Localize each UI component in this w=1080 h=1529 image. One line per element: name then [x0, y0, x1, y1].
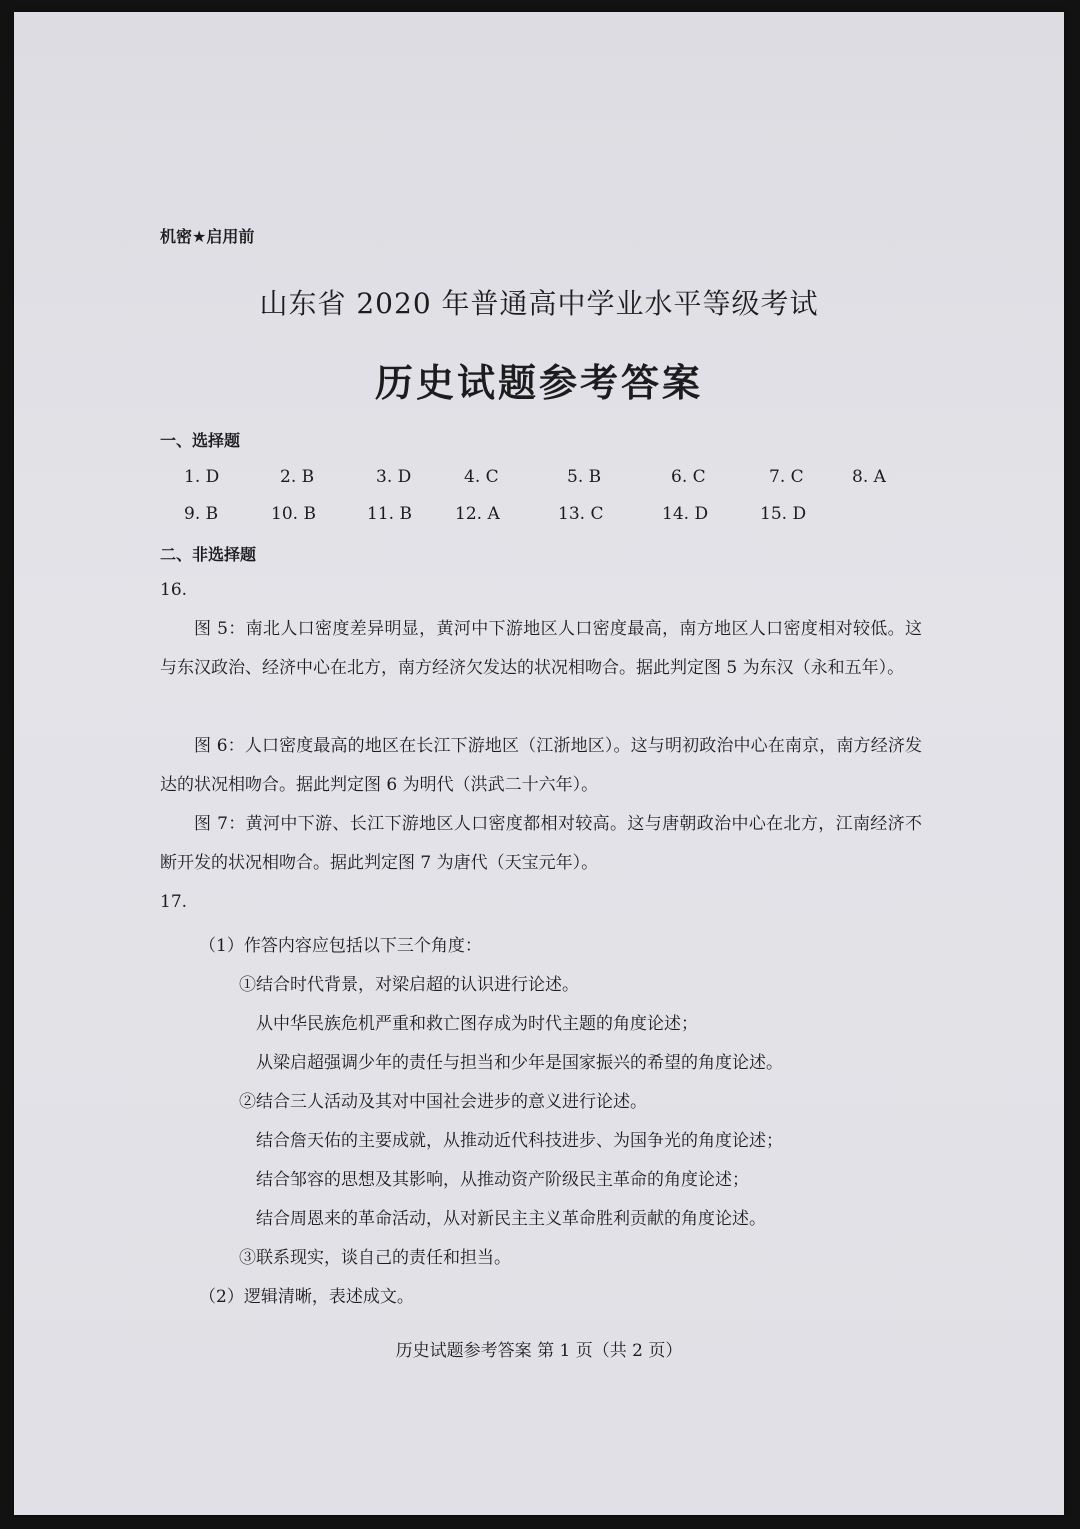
q16-paragraph-figure7: 图 7：黄河中下游、长江下游地区人口密度都相对较高。这与唐朝政治中心在北方，江南经济不断开发的状况相吻合。据此判定图 7 为唐代（天宝元年）。: [160, 814, 922, 873]
q16-paragraph-figure5: 图 5：南北人口密度差异明显，黄河中下游地区人口密度最高，南方地区人口密度相对较低。这与东汉政治、经济中心在北方，南方经济欠发达的状况相吻合。据此判定图 5 为东汉（永和五年）。: [160, 619, 922, 678]
q17-line: ③联系现实，谈自己的责任和担当。: [239, 1248, 511, 1268]
answer-item: 10. B: [271, 504, 316, 524]
document-title: 历史试题参考答案: [374, 360, 703, 405]
section-non-choice-title: 二、非选择题: [160, 545, 257, 564]
section-multiple-choice-title: 一、选择题: [160, 431, 241, 450]
answer-item: 12. A: [455, 504, 500, 524]
q17-line: ②结合三人活动及其对中国社会进步的意义进行论述。: [239, 1092, 647, 1112]
q17-line: ①结合时代背景，对梁启超的认识进行论述。: [239, 975, 579, 995]
answer-item: 13. C: [558, 504, 604, 524]
answer-item: 2. B: [280, 467, 315, 487]
page-footer: 历史试题参考答案 第 1 页（共 2 页）: [395, 1341, 683, 1361]
q17-line: （2）逻辑清晰，表述成文。: [199, 1287, 414, 1307]
confidential-mark: 机密★启用前: [160, 227, 255, 246]
question-16-number: 16.: [160, 580, 188, 600]
answer-item: 14. D: [662, 504, 709, 524]
answer-item: 5. B: [567, 467, 602, 487]
q17-line: 从中华民族危机严重和救亡图存成为时代主题的角度论述；: [256, 1014, 698, 1034]
question-17-number: 17.: [160, 892, 188, 912]
q16-paragraph-figure6: 图 6：人口密度最高的地区在长江下游地区（江浙地区）。这与明初政治中心在南京，南方经济发达的状况相吻合。据此判定图 6 为明代（洪武二十六年）。: [160, 736, 922, 795]
answer-item: 4. C: [464, 467, 499, 487]
q17-line: 结合周恩来的革命活动，从对新民主主义革命胜利贡献的角度论述。: [256, 1209, 766, 1229]
q17-line: 结合詹天佑的主要成就，从推动近代科技进步、为国争光的角度论述；: [256, 1131, 783, 1151]
answer-sheet: [14, 12, 1064, 1515]
answer-item: 8. A: [852, 467, 886, 487]
answer-item: 7. C: [769, 467, 804, 487]
answer-item: 3. D: [376, 467, 412, 487]
q17-line: 从梁启超强调少年的责任与担当和少年是国家振兴的希望的角度论述。: [256, 1053, 783, 1073]
answer-item: 9. B: [184, 504, 219, 524]
q17-line: 结合邹容的思想及其影响，从推动资产阶级民主革命的角度论述；: [256, 1170, 749, 1190]
answer-item: 11. B: [367, 504, 412, 524]
exam-title: 山东省 2020 年普通高中学业水平等级考试: [259, 287, 819, 320]
answer-item: 15. D: [760, 504, 807, 524]
answer-item: 1. D: [184, 467, 220, 487]
q17-line: （1）作答内容应包括以下三个角度：: [199, 936, 482, 956]
answer-item: 6. C: [671, 467, 706, 487]
